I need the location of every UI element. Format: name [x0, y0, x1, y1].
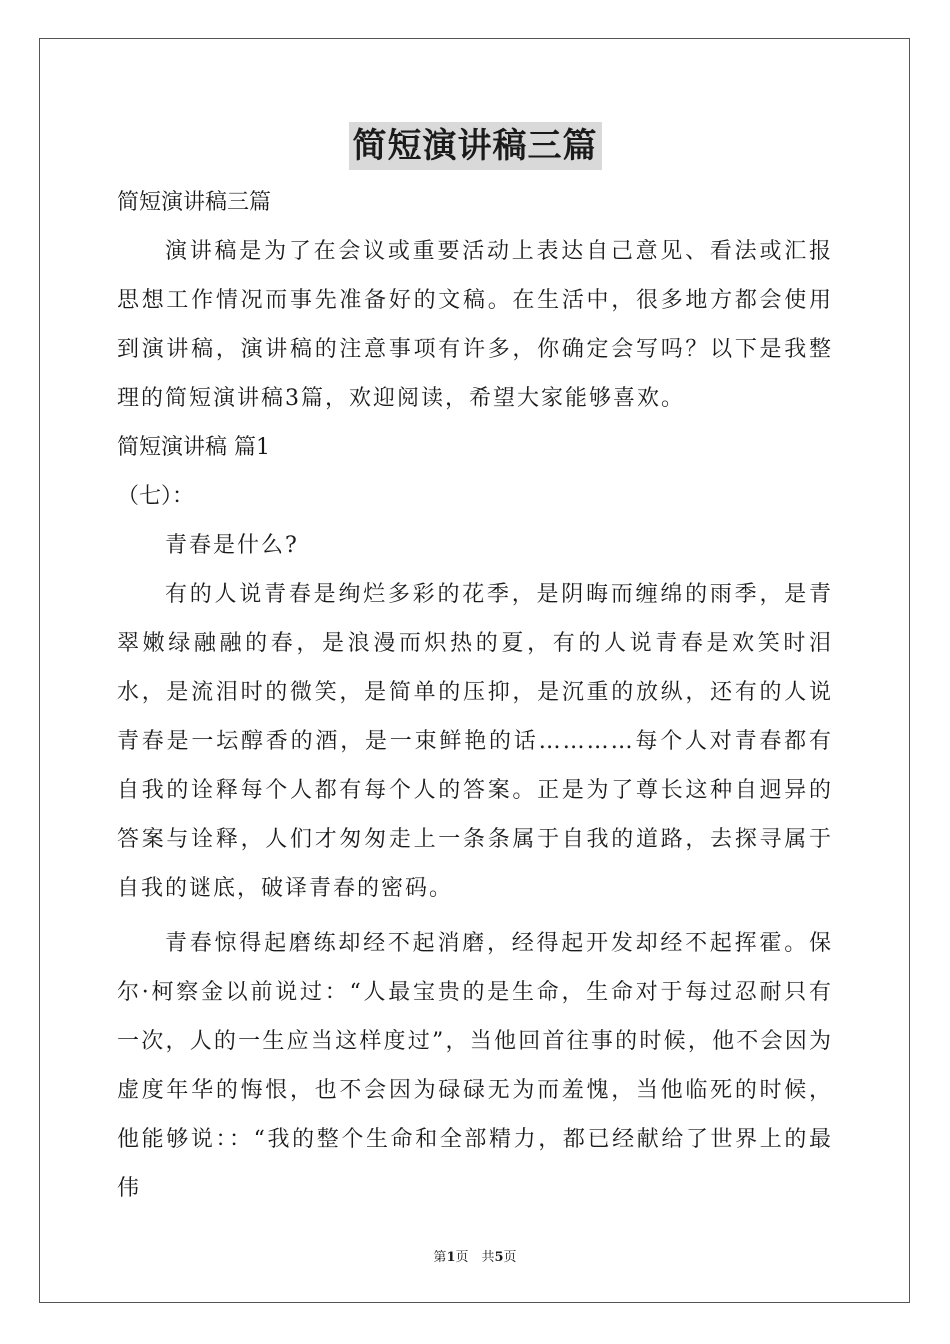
section-heading: 简短演讲稿 篇1 — [117, 435, 270, 460]
question-line: 青春是什么? — [165, 533, 299, 558]
intro-paragraph: 演讲稿是为了在会议或重要活动上表达自己意见、看法或汇报思想工作情况而事先准备好的文稿。在生活中，很多地方都会使用到演讲稿，演讲稿的注意事项有许多，你确定会写吗？以下是我整理的简短演讲稿3篇，欢迎阅读，希望大家能够喜欢。 — [117, 239, 833, 411]
footer-total-pages: 5 — [494, 1250, 504, 1265]
body-paragraph-1: 有的人说青春是绚烂多彩的花季，是阴晦而缠绵的雨季，是青翠嫩绿融融的春，是浪漫而炽热的夏，有的人说青春是欢笑时泪水，是流泪时的微笑，是简单的压抑，是沉重的放纵，还有的人说青春是一坛醇香的酒，是一束鲜艳的话…………每个人对青春都有自我的诠释每个人都有每个人的答案。正是为了尊长这种自迥异的答案与诠释，人们才匆匆走上一条条属于自我的道路，去探寻属于自我的谜底，破译青春的密码。 — [117, 582, 833, 901]
body-paragraph-2: 青春惊得起磨练却经不起消磨，经得起开发却经不起挥霍。保尔·柯察金以前说过：“人最宝贵的是生命，生命对于每过忍耐只有一次，人的一生应当这样度过”，当他回首往事的时候，他不会因为虚度年华的悔恨，也不会因为碌碌无为而羞愧，当他临死的时候，他能够说：：“我的整个生命和全部精力，都已经献给了世界上的最伟 — [117, 931, 833, 1201]
footer-current-page: 1 — [446, 1250, 456, 1265]
footer-page-mid: 页 共 — [455, 1250, 495, 1265]
page-footer — [0, 1246, 950, 1265]
document-body — [117, 178, 833, 1213]
document-title: 简短演讲稿三篇 — [349, 122, 602, 170]
document-title-wrap — [0, 122, 950, 170]
section-number: （七）： — [117, 484, 195, 509]
footer-page-suffix: 页 — [503, 1250, 517, 1265]
subtitle: 简短演讲稿三篇 — [117, 190, 272, 215]
footer-page-prefix: 第 — [433, 1250, 447, 1265]
